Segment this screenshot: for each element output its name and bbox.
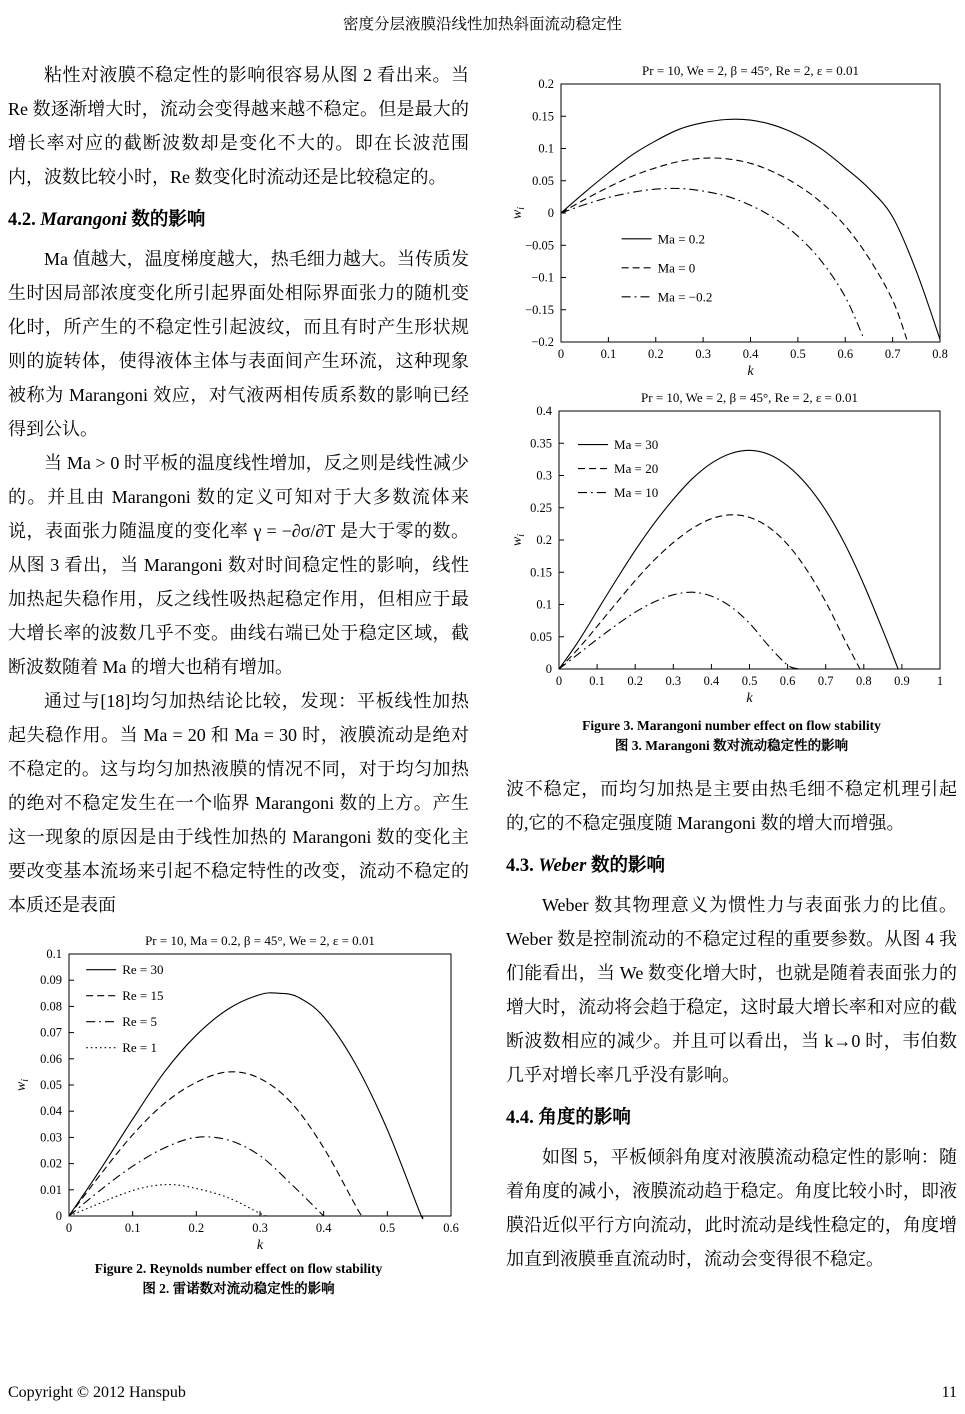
svg-text:0.1: 0.1 [536, 597, 552, 612]
figure-2 [8, 928, 469, 1299]
svg-text:Ma = 30: Ma = 30 [614, 437, 659, 453]
svg-text:wi: $w_i$ [13, 1078, 31, 1092]
section-heading-4-4 [506, 1105, 957, 1131]
figure3-caption-zh: 图 3. Marangoni 数对流动稳定性的影响 [614, 738, 849, 753]
svg-text:0.1: 0.1 [124, 1221, 140, 1235]
svg-text:0.15: 0.15 [532, 109, 554, 124]
svg-text:Pr = 10, Ma = 0.2, β = 45°, We: Pr = 10, Ma = 0.2, β = 45°, We = 2, ε = 0.01 [144, 933, 375, 948]
svg-text:0.4: 0.4 [536, 404, 552, 418]
svg-text:wi: $w_i$ [510, 533, 527, 547]
svg-text:0: 0 [555, 674, 563, 688]
svg-text:k: k [746, 691, 753, 706]
heading-number: 4.4. [506, 1108, 539, 1128]
page-footer [8, 1384, 957, 1402]
svg-text:0.05: 0.05 [39, 1078, 62, 1092]
paragraph-marangoni-3: 通过与[18]均匀加热结论比较，发现：平板线性加热起失稳作用。当 Ma = 20 和 Ma = 30 时，液膜流动是绝对不稳定的。这与均匀加热液膜的情况不同，对于均匀加热的绝对不稳定发生在一个临界 Marangoni 数的上方。产生这一现象的原因是由于线性加热的 Marangoni 数的变化主要改变基本流场来引起不稳定特性的改变，流动不稳定的本质还是表面 [8, 691, 469, 915]
svg-text:0.7: 0.7 [884, 347, 901, 361]
svg-text:−0.05: −0.05 [525, 238, 554, 253]
svg-text:0.1: 0.1 [45, 947, 62, 961]
copyright-text: Copyright © 2012 Hanspub [8, 1384, 186, 1401]
svg-text:0.3: 0.3 [251, 1221, 268, 1235]
svg-text:0.15: 0.15 [530, 565, 552, 580]
svg-text:0.06: 0.06 [39, 1051, 62, 1066]
figure3-caption-en: Figure 3. Marangoni number effect on flow stability [582, 718, 881, 733]
svg-text:Re = 5: Re = 5 [121, 1014, 157, 1030]
svg-text:0: 0 [55, 1209, 62, 1223]
svg-text:0.05: 0.05 [532, 173, 554, 188]
svg-text:1: 1 [936, 674, 944, 688]
svg-text:0.5: 0.5 [741, 674, 758, 688]
page-number: 11 [941, 1384, 957, 1401]
svg-text:0.01: 0.01 [39, 1182, 62, 1197]
svg-text:Ma = 0: Ma = 0 [657, 260, 696, 276]
svg-text:0.4: 0.4 [703, 674, 720, 688]
svg-text:k: k [747, 364, 754, 379]
svg-text:k: k [256, 1238, 263, 1253]
two-column-body [8, 58, 957, 1299]
svg-text:0.5: 0.5 [790, 347, 806, 361]
svg-text:Re = 1: Re = 1 [121, 1040, 157, 1056]
svg-text:0.02: 0.02 [39, 1156, 62, 1171]
svg-text:0: 0 [545, 662, 552, 676]
heading-latin: Weber [538, 856, 587, 876]
svg-text:0: 0 [547, 206, 554, 220]
heading-latin: Marangoni [40, 210, 127, 230]
svg-text:Pr = 10, We = 2, β = 45°, Re =: Pr = 10, We = 2, β = 45°, Re = 2, ε = 0.01 [641, 390, 858, 405]
figure2-caption-en: Figure 2. Reynolds number effect on flow stability [94, 1261, 383, 1276]
right-column [506, 58, 957, 1299]
svg-text:0.03: 0.03 [39, 1130, 62, 1145]
svg-text:Pr = 10, We = 2, β = 45°, Re =: Pr = 10, We = 2, β = 45°, Re = 2, ε = 0.01 [642, 63, 859, 78]
svg-text:0.25: 0.25 [530, 500, 552, 515]
paragraph-marangoni-2: 当 Ma > 0 时平板的温度线性增加，反之则是线性减少的。并且由 Marangoni 数的定义可知对于大多数流体来说，表面张力随温度的变化率 γ = −∂σ/∂T 是大于零的数。从图 3 看出，当 Marangoni 数对时间稳定性的影响，线性加热起失稳作用，反之线性吸热起稳定作用，但相应于最大增长率的波数几乎不变。曲线右端已处于稳定区域，截断波数随着 Ma 的增大也稍有增加。 [8, 453, 469, 677]
paragraph-marangoni-1: Ma 值越大，温度梯度越大，热毛细力越大。当传质发生时因局部浓度变化所引起界面处相际界面张力的随机变化时，所产生的不稳定性引起波纹，而且有时产生形状规则的旋转体，使得液体主体与表面间产生环流，这种现象被称为 Marangoni 效应，对气液两相传质系数的影响已经得到公认。 [8, 249, 469, 439]
heading-rest: 数的影响 [126, 210, 206, 230]
heading-rest: 数的影响 [586, 856, 665, 876]
svg-text:0.4: 0.4 [742, 347, 759, 361]
paragraph-weber: Weber 数其物理意义为惯性力与表面张力的比值。Weber 数是控制流动的不稳定过程的重要参数。从图 4 我们能看出，当 We 数变化增大时，也就是随着表面张力的增大时，流动将会趋于稳定，这时最大增长率和对应的截断波数相应的减少。并且可以看出，当 k→0 时，韦伯数几乎对增长率几乎没有影响。 [506, 895, 957, 1085]
svg-text:0.8: 0.8 [855, 674, 872, 688]
svg-text:0.6: 0.6 [442, 1221, 459, 1235]
svg-text:Ma = −0.2: Ma = −0.2 [657, 289, 713, 305]
paragraph-viscosity: 粘性对液膜不稳定性的影响很容易从图 2 看出来。当 Re 数逐渐增大时，流动会变得越来越不稳定。但是最大的增长率对应的截断波数却是变化不大的。即在长波范围内，波数比较小时，Re 数变化时流动还是比较稳定的。 [8, 65, 469, 187]
svg-text:0.3: 0.3 [536, 468, 552, 483]
svg-text:0.8: 0.8 [932, 347, 948, 361]
svg-text:0.2: 0.2 [627, 674, 644, 688]
svg-text:0.1: 0.1 [589, 674, 605, 688]
figure2-caption-zh: 图 2. 雷诺数对流动稳定性的影响 [142, 1281, 335, 1296]
svg-text:Ma = 0.2: Ma = 0.2 [657, 231, 706, 247]
figure3-chart-top [509, 58, 954, 385]
svg-text:0: 0 [65, 1221, 72, 1235]
svg-text:0.2: 0.2 [188, 1221, 204, 1235]
svg-text:0.3: 0.3 [695, 347, 711, 361]
figure-3 [506, 58, 957, 756]
svg-text:Re = 15: Re = 15 [121, 988, 163, 1004]
svg-text:0.1: 0.1 [538, 141, 554, 156]
svg-text:0: 0 [557, 347, 565, 361]
svg-text:wi: $w_i$ [510, 206, 527, 220]
svg-text:0.3: 0.3 [665, 674, 682, 688]
svg-text:−0.2: −0.2 [531, 335, 554, 349]
svg-text:0.6: 0.6 [779, 674, 796, 688]
svg-text:Ma = 20: Ma = 20 [614, 461, 659, 477]
svg-text:0.4: 0.4 [315, 1221, 331, 1235]
svg-text:0.9: 0.9 [894, 674, 910, 688]
svg-text:0.7: 0.7 [817, 674, 834, 688]
heading-rest: 角度的影响 [538, 1108, 631, 1128]
svg-text:0.2: 0.2 [536, 533, 552, 547]
svg-text:0.05: 0.05 [530, 629, 552, 644]
svg-text:0.09: 0.09 [39, 973, 62, 988]
svg-text:0.35: 0.35 [530, 436, 552, 451]
paragraph-angle: 如图 5，平板倾斜角度对液膜流动稳定性的影响：随着角度的减小，液膜流动趋于稳定。角度比较小时，即液膜沿近似平行方向流动，此时流动是线性稳定的，角度增加直到液膜垂直流动时，流动会变得很不稳定。 [506, 1147, 957, 1269]
section-heading-4-3 [506, 853, 957, 879]
figure2-chart [13, 928, 465, 1259]
paragraph-continuation: 波不稳定，而均匀加热是主要由热毛细不稳定机理引起的,它的不稳定强度随 Marangoni 数的增大而增强。 [506, 779, 957, 833]
page-title: 密度分层液膜沿线性加热斜面流动稳定性 [342, 16, 622, 33]
svg-text:−0.15: −0.15 [525, 302, 554, 317]
section-heading-4-2 [8, 207, 469, 233]
svg-text:Ma = 10: Ma = 10 [614, 485, 659, 501]
svg-text:0.2: 0.2 [538, 77, 554, 91]
heading-number: 4.3. [506, 856, 539, 876]
svg-text:−0.1: −0.1 [531, 270, 554, 285]
svg-text:0.08: 0.08 [39, 999, 62, 1014]
heading-number: 4.2. [8, 210, 41, 230]
left-column [8, 58, 469, 1299]
svg-text:0.1: 0.1 [600, 347, 617, 361]
figure3-chart-bottom [509, 385, 954, 712]
svg-text:Re = 30: Re = 30 [121, 962, 163, 978]
svg-text:0.5: 0.5 [379, 1221, 395, 1235]
svg-text:0.07: 0.07 [39, 1025, 62, 1040]
svg-text:0.2: 0.2 [647, 347, 664, 361]
svg-text:0.04: 0.04 [39, 1104, 62, 1119]
svg-text:0.6: 0.6 [837, 347, 854, 361]
